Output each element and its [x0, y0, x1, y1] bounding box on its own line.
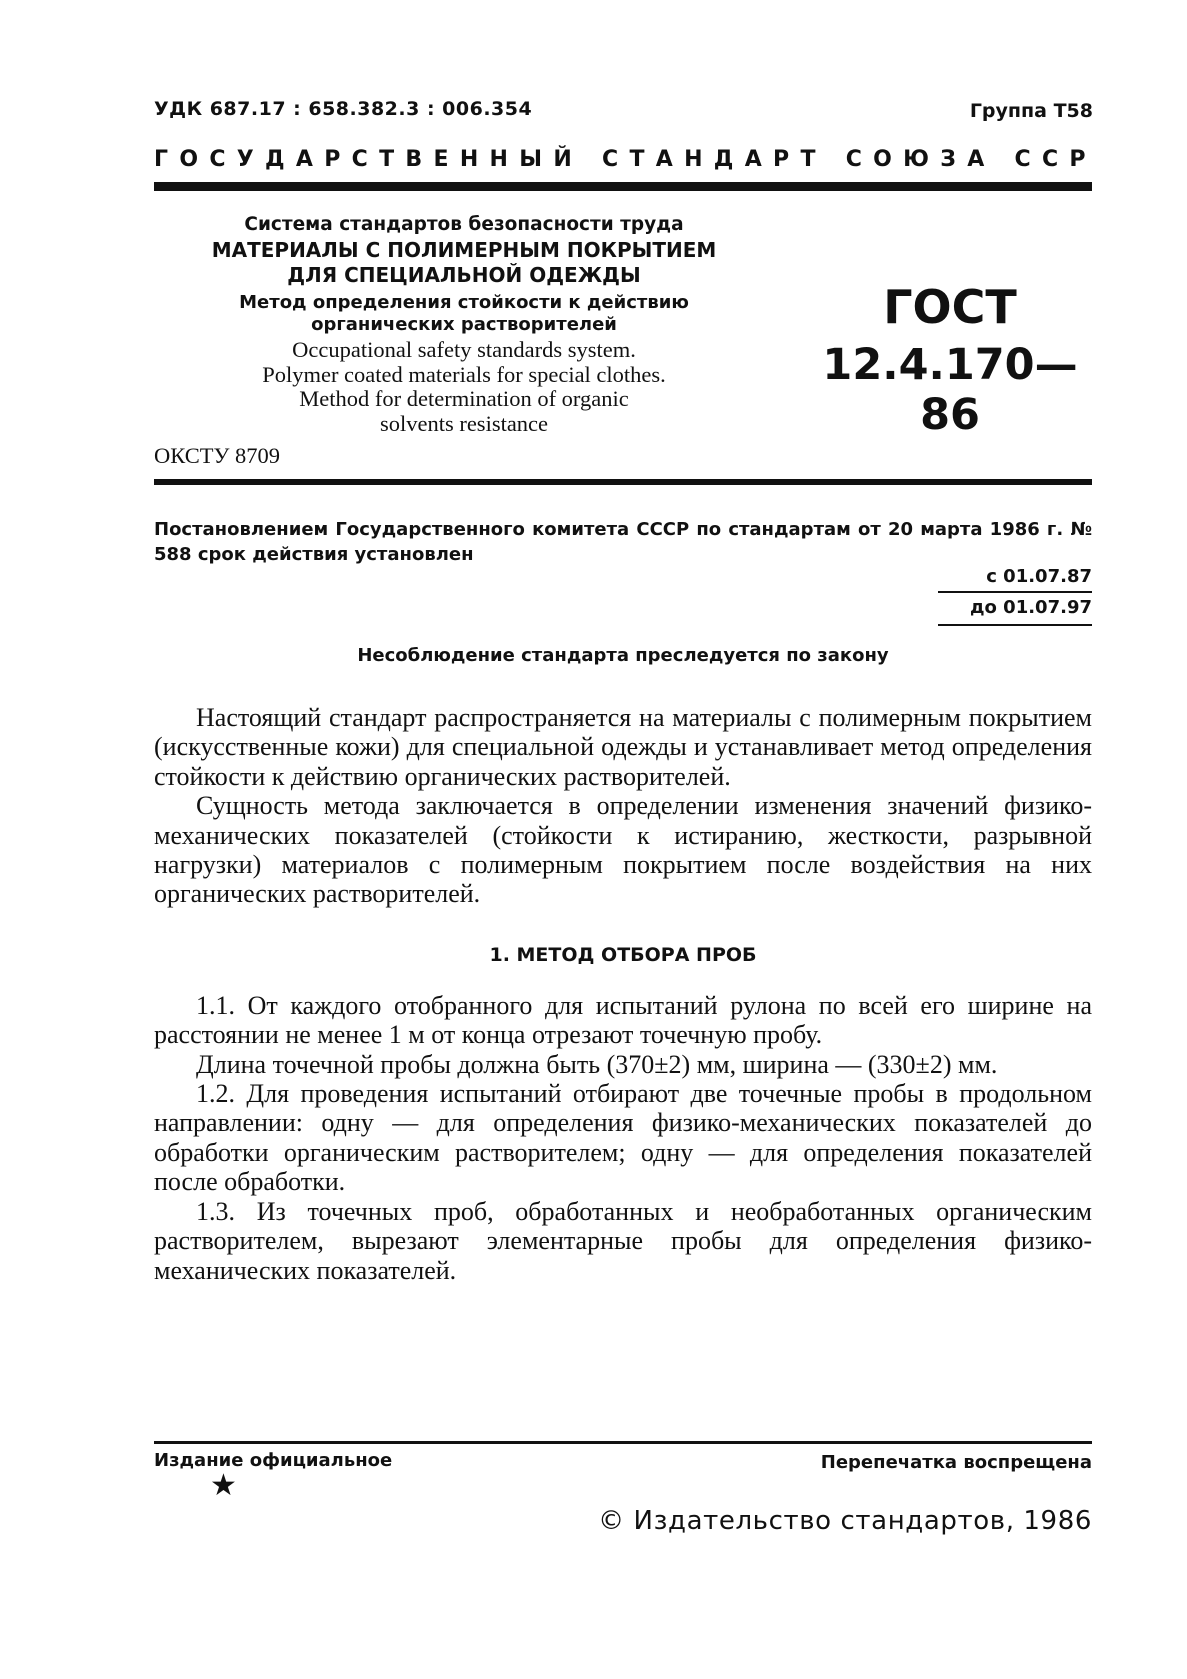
paragraph-1-2: 1.2. Для проведения испытаний отбирают две точечные пробы в продольном направлении: одну — для определения физико-механических показателей до обработки органическим растворителем; одну — для определения показателей после обработки. [154, 1079, 1092, 1197]
reprint-notice: Перепечатка воспрещена [820, 1452, 1092, 1473]
gost-label: ГОСТ [883, 280, 1017, 334]
group-code: Группа Т58 [969, 100, 1093, 122]
valid-from-date: с 01.07.87 [986, 566, 1092, 587]
date-underline-2 [938, 624, 1092, 626]
english-line-3: Method for determination of organic [299, 386, 629, 411]
title-line-1: МАТЕРИАЛЫ С ПОЛИМЕРНЫМ ПОКРЫТИЕМ [211, 238, 717, 262]
paragraph-essence: Сущность метода заключается в определении изменения значений физико-механических показателей (стойкости к истиранию, жесткости, разрывной нагрузки) материалов с полимерным покрытием после воздействия на них органических растворителей. [154, 791, 1092, 909]
decree-text: Постановлением Государственного комитета СССР по стандартам от 20 марта 1986 г. № 588 срок действия установлен [154, 519, 1092, 565]
title-line-2: ДЛЯ СПЕЦИАЛЬНОЙ ОДЕЖДЫ [287, 263, 641, 287]
udk-code: УДК 687.17 : 658.382.3 : 006.354 [154, 98, 533, 120]
top-divider [154, 182, 1092, 191]
edition-label: Издание официальное [154, 1450, 393, 1471]
english-line-4: solvents resistance [379, 410, 549, 436]
paragraph-scope: Настоящий стандарт распространяется на материалы с полимерным покрытием (искусственные кожи) для специальной одежды и устанавливает метод определения стойкости к действию органических растворителей. [154, 703, 1092, 791]
middle-divider [154, 479, 1092, 485]
english-line-2: Polymer coated materials for special clothes. [262, 361, 666, 387]
method-line-2: органических растворителей [311, 314, 617, 335]
english-title [154, 338, 774, 436]
noncompliance-notice: Несоблюдение стандарта преследуется по закону [357, 645, 889, 666]
bottom-divider [154, 1441, 1092, 1444]
oksty-code: ОКСТУ 8709 [154, 443, 281, 468]
copyright-line: © Издательство стандартов, 1986 [598, 1506, 1092, 1536]
valid-to-date: до 01.07.97 [970, 597, 1092, 618]
paragraph-1-1-size: Длина точечной пробы должна быть (370±2) мм, ширина — (330±2) мм. [196, 1049, 998, 1079]
body-text [154, 703, 1092, 1285]
star-icon: ★ [210, 1469, 237, 1502]
system-name: Система стандартов безопасности труда [244, 214, 684, 235]
paragraph-1-1: 1.1. От каждого отобранного для испытаний рулона по всей его ширине на расстоянии не менее 1 м от конца отрезают точечную пробу. [154, 990, 1092, 1050]
title-block [154, 214, 774, 436]
section-1-title: 1. МЕТОД ОТБОРА ПРОБ [489, 943, 757, 966]
method-line-1: Метод определения стойкости к действию [239, 292, 689, 313]
state-standard-heading: ГОСУДАРСТВЕННЫЙ СТАНДАРТ СОЮЗА ССР [154, 147, 1097, 172]
english-line-1: Occupational safety standards system. [292, 337, 636, 362]
date-underline-1 [938, 591, 1092, 593]
gost-number: 12.4.170—86 [822, 340, 1078, 440]
paragraph-1-3: 1.3. Из точечных проб, обработанных и необработанных органическим растворителем, вырезают элементарные пробы для определения физико-механических показателей. [154, 1196, 1092, 1285]
